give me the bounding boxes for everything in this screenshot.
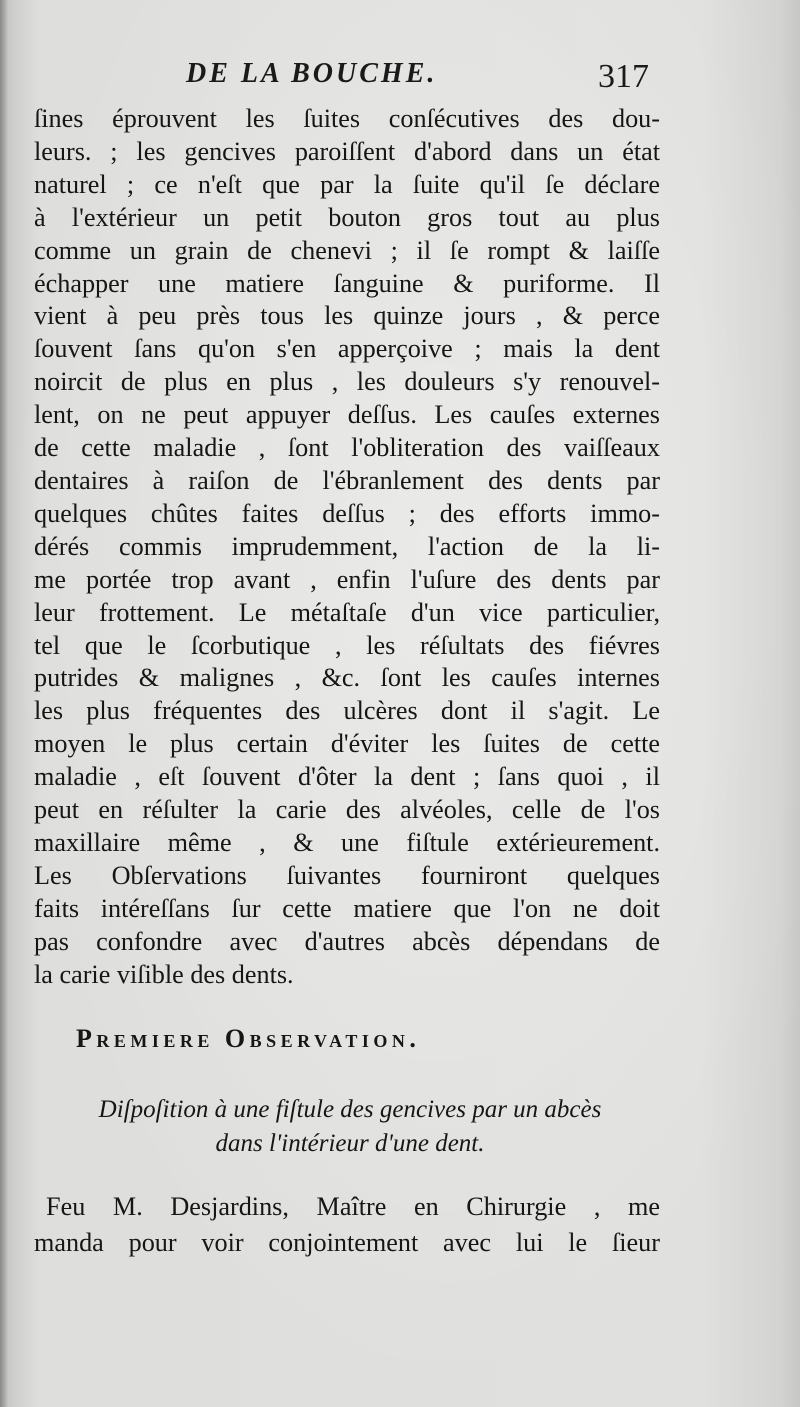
text-line: de cette maladie , ſont l'obliteration des vaiſſeaux (34, 433, 660, 463)
text-line: moyen le plus certain d'éviter les ſuites de cette (34, 729, 660, 759)
text-line: à l'extérieur un petit bouton gros tout au plus (34, 202, 660, 232)
text-line: la carie viſible des dents. (34, 959, 294, 989)
text-line: peut en réſulter la carie des alvéoles, celle de l'os (34, 795, 660, 825)
text-line: Les Obſervations ſuivantes fourniront quelques (34, 860, 660, 890)
text-line: vient à peu près tous les quinze jours , & perce (34, 301, 660, 331)
text-line: naturel ; ce n'eſt que par la ſuite qu'il ſe déclare (34, 169, 660, 199)
text-line: Feu M. Desjardins, Maître en Chirurgie , me (46, 1192, 660, 1221)
text-line: leur frottement. Le métaſtaſe d'un vice particulier, (34, 597, 660, 627)
running-head: DE LA BOUCHE. (186, 58, 438, 89)
text-line: échapper une matiere ſanguine & puriforme. Il (34, 268, 660, 298)
subtitle-line: dans l'intérieur d'une dent. (215, 1130, 485, 1157)
text-line: lent, on ne peut appuyer deſſus. Les cauſes externes (34, 400, 660, 430)
page-header (0, 58, 800, 98)
gutter-shadow (0, 0, 8, 1407)
text-line: dérés commis imprudemment, l'action de la li- (34, 531, 660, 561)
text-line: noircit de plus en plus , les douleurs s'y renouvel- (34, 367, 660, 397)
text-line: manda pour voir conjointement avec lui le ſieur (34, 1228, 660, 1257)
text-line: ſouvent ſans qu'on s'en apperçoive ; mais la dent (34, 334, 660, 364)
text-line: ſines éprouvent les ſuites conſécutives des dou- (34, 104, 660, 133)
text-line: faits intéreſſans ſur cette matiere que l'on ne doit (34, 893, 660, 923)
text-line: leurs. ; les gencives paroiſſent d'abord dans un état (34, 136, 660, 166)
text-line: pas confondre avec d'autres abcès dépendans de (34, 926, 660, 956)
observation-heading: Premiere Observation. (76, 1024, 421, 1053)
observation-paragraph (34, 1189, 660, 1261)
observation-subtitle (30, 1093, 670, 1161)
page-number: 317 (598, 58, 649, 95)
text-line: maxillaire même , & une fiſtule extérieurement. (34, 827, 660, 857)
text-line: les plus fréquentes des ulcères dont il s'agit. Le (34, 696, 660, 726)
text-line: maladie , eſt ſouvent d'ôter la dent ; ſans quoi , il (34, 762, 660, 792)
text-line: me portée trop avant , enfin l'uſure des dents par (34, 564, 660, 594)
text-line: tel que le ſcorbutique , les réſultats des fiévres (34, 630, 660, 660)
text-line: dentaires à raiſon de l'ébranlement des dents par (34, 465, 660, 495)
body-paragraph (34, 103, 660, 991)
subtitle-line: Diſpoſition à une fiſtule des gencives par un abcès (98, 1096, 602, 1123)
text-line: quelques chûtes faites deſſus ; des efforts immo- (34, 498, 660, 528)
text-line: comme un grain de chenevi ; il ſe rompt & laiſſe (34, 235, 660, 265)
text-line: putrides & malignes , &c. ſont les cauſes internes (34, 663, 660, 693)
